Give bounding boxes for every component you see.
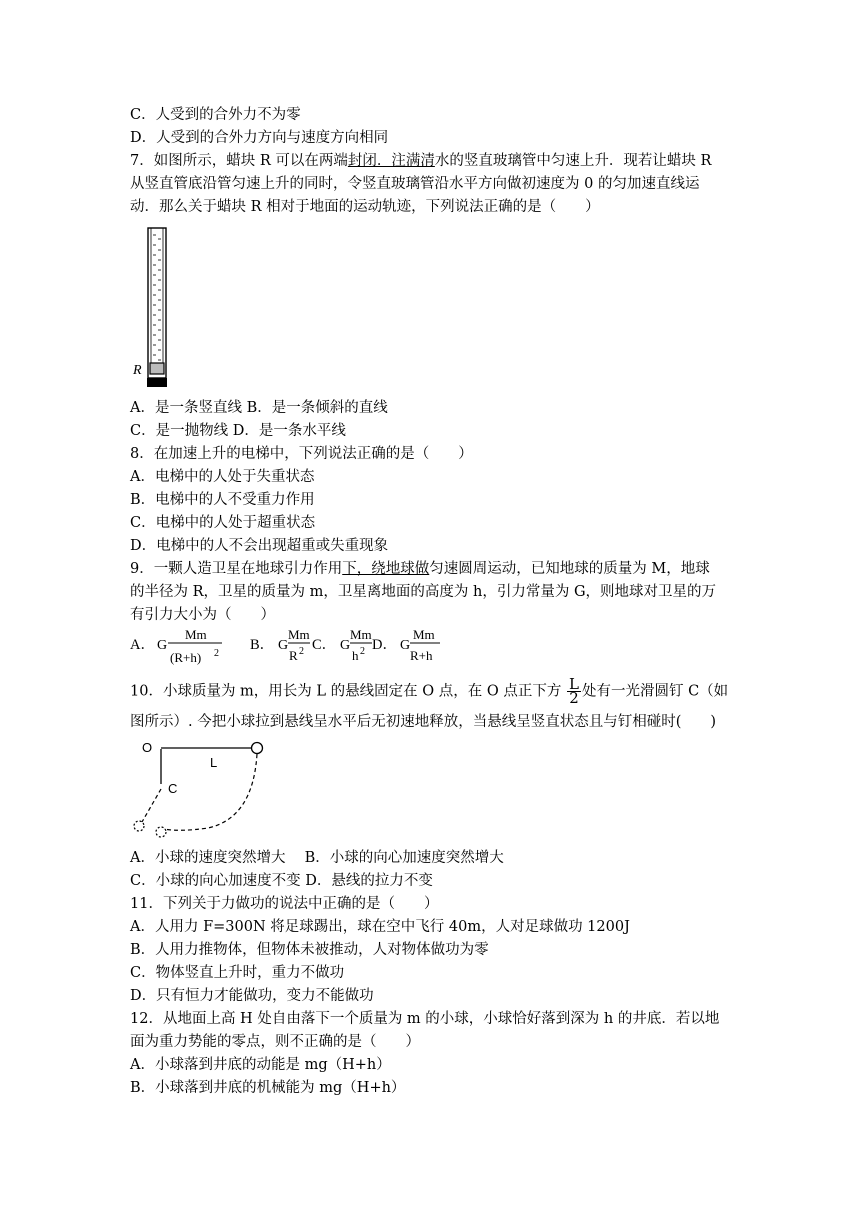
q11-stem: 11．下列关于力做功的说法中正确的是（ ） [130,896,439,912]
q8-option-d: D．电梯中的人不会出现超重或失重现象 [130,538,389,554]
q7-text-c: 水的竖直玻璃管中匀速上升．现若让蜡块 R [434,153,712,169]
q9-label-b: B． [250,637,275,653]
q7-glass-tube-figure [128,225,178,390]
wax-block-r [150,363,164,374]
q9-a-g: G [157,638,168,653]
q11-option-c: C．物体竖直上升时，重力不做功 [130,965,345,981]
q11-option-d: D．只有恒力才能做功，变力不能做功 [130,988,374,1004]
q9-c-den: h [352,648,359,663]
q9-label-a: A． [130,637,155,653]
q9-b-exp: 2 [299,646,304,657]
option-d-line: D．人受到的合外力方向与速度方向相同 [130,130,389,146]
q9-text-a: 9．一颗人造卫星在地球引力作用 [130,561,343,577]
short-swing-dashed [142,789,161,822]
q7-stem-line1 [130,150,740,173]
q12-stem-line2: 面为重力势能的零点，则不正确的是（ ） [130,1034,420,1050]
q7-options-cd: C．是一抛物线 D．是一条水平线 [130,423,346,439]
q7-options-ab: A．是一条竖直线 B．是一条倾斜的直线 [130,400,388,416]
q10-pendulum-figure [128,736,288,842]
q9-label-c: C． [312,637,337,653]
q9-text-c: 匀速圆周运动，已知地球的质量为 M，地球 [429,561,710,577]
label-c: C [168,781,178,796]
q7-stem-line2: 从竖直管底沿管匀速上升的同时，令竖直玻璃管沿水平方向做初速度为 0 的匀加速直线运 [130,176,700,192]
q9-stem-line1 [130,558,740,581]
q9-a-num: Mm [185,627,207,642]
q7-text-a: 7．如图所示，蜡块 R 可以在两端 [130,153,348,169]
ball-bottom [156,827,166,837]
q9-a-exp: 2 [214,648,219,659]
q8-stem: 8．在加速上升的电梯中，下列说法正确的是（ ） [130,446,473,462]
q10-fraction [567,675,581,707]
q9-text-underlined: 下，绕地球做 [342,561,430,577]
q7-text-underlined: 封闭．注满清 [347,153,435,169]
q9-d-den: R+h [410,648,433,663]
option-c-line: C．人受到的合外力不为零 [130,107,301,123]
q9-c-num: Mm [350,627,372,642]
label-r: R [133,363,142,378]
q9-a-den: (R+h) [170,650,202,665]
q9-c-exp: 2 [360,646,365,657]
q9-stem-line2: 的半径为 R，卫星的质量为 m，卫星离地面的高度为 h，引力常量为 G，则地球对卫星的万 [130,584,717,600]
q10-options-ab: A．小球的速度突然增大 B．小球的向心加速度突然增大 [130,850,504,866]
q8-option-a: A．电梯中的人处于失重状态 [130,469,315,485]
q9-formula-options [128,624,458,670]
q10-text-a: 10．小球质量为 m，用长为 L 的悬线固定在 O 点，在 O 点正下方 [130,683,562,700]
q12-option-a: A．小球落到井底的动能是 mg（H+h） [130,1057,391,1073]
q11-option-b: B．人用力推物体，但物体未被推动，人对物体做功为零 [130,942,489,958]
q7-stem-line3: 动．那么关于蜡块 R 相对于地面的运动轨迹，下列说法正确的是（ ） [130,199,600,215]
ball-start [252,743,263,754]
q10-stem-line1 [130,675,750,707]
q9-stem-line3: 有引力大小为（ ） [130,607,275,623]
q9-label-d: D． [372,637,397,653]
q9-d-g: G [400,638,411,653]
q10-stem-line2: 图所示）. 今把小球拉到悬线呈水平后无初速地释放，当悬线呈竖直状态且与钉相碰时( ) [130,714,717,730]
q9-c-g: G [340,638,351,653]
q8-option-b: B．电梯中的人不受重力作用 [130,492,315,508]
q10-frac-num: L [567,678,581,692]
q9-b-g: G [278,638,289,653]
q11-option-a: A．人用力 F=300N 将足球踢出，球在空中飞行 40m，人对足球做功 1200J [130,919,630,935]
ball-side [134,821,144,831]
label-l: L [210,755,218,770]
q9-d-num: Mm [413,627,435,642]
tube-base [147,378,167,387]
q12-stem-line1: 12．从地面上高 H 处自由落下一个质量为 m 的小球，小球恰好落到深为 h 的井底．若以地 [130,1011,720,1027]
q10-options-cd: C．小球的向心加速度不变 D．悬线的拉力不变 [130,873,433,889]
water-dashes [153,235,161,360]
label-o: O [142,740,153,755]
q10-frac-den: 2 [569,689,579,707]
q12-option-b: B．小球落到井底的机械能为 mg（H+h） [130,1080,406,1096]
q9-b-den: R [289,648,298,663]
q10-text-b: 处有一光滑圆钉 C（如 [581,683,729,700]
q9-b-num: Mm [288,627,310,642]
q8-option-c: C．电梯中的人处于超重状态 [130,515,316,531]
